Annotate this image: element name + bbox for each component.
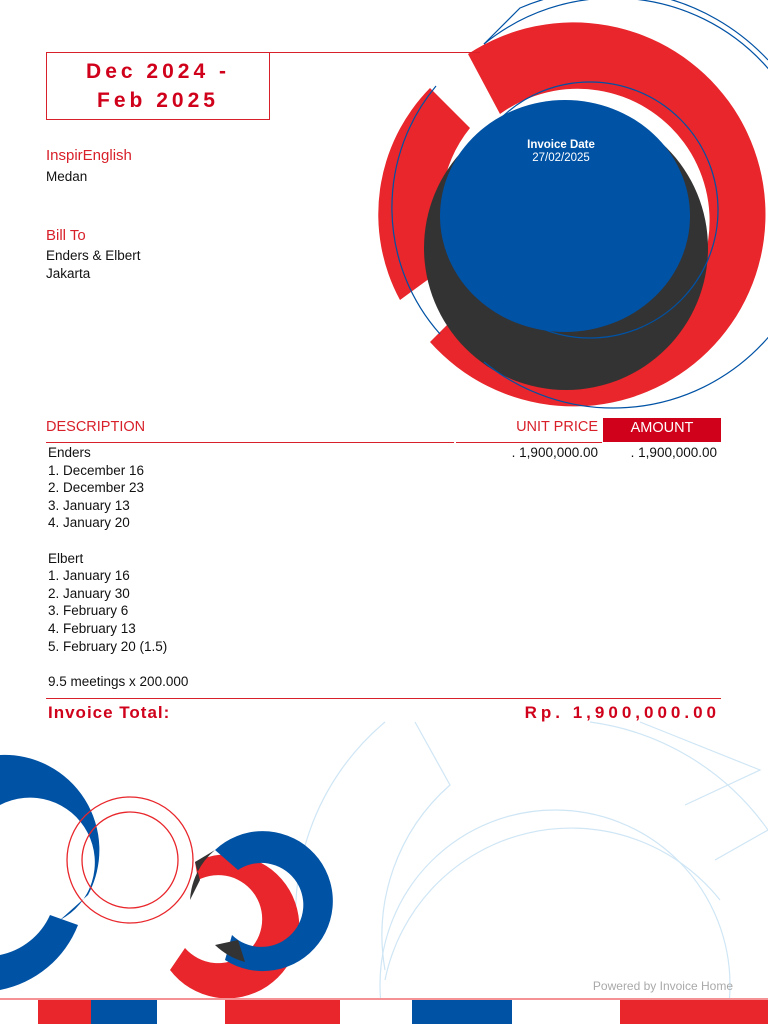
description-line: 3. February 6 [48, 603, 129, 619]
description-line: 1. December 16 [48, 462, 145, 478]
invoice-total-label: Invoice Total: [48, 703, 171, 722]
item-description [48, 444, 188, 690]
description-line: 1. January 16 [48, 568, 130, 584]
description-line: 5. February 20 (1.5) [48, 638, 168, 654]
header-rule [46, 442, 454, 443]
invoice-period-box [46, 52, 270, 120]
description-line [48, 532, 188, 550]
top-rule [270, 52, 480, 53]
bill-to-city: Jakarta [46, 266, 91, 281]
description-line: 3. January 13 [48, 497, 130, 513]
invoice-period-line2: Feb 2025 [97, 89, 219, 112]
invoice-date-label: Invoice Date [527, 139, 595, 151]
description-header: DESCRIPTION [46, 419, 146, 435]
total-rule [46, 698, 721, 699]
description-line: Enders [48, 445, 91, 460]
invoice-total-value: Rp. 1,900,000.00 [524, 703, 720, 722]
item-amount: . 1,900,000.00 [630, 445, 717, 460]
footer-decorative-graphic [0, 720, 768, 998]
invoice-period-line1: Dec 2024 - [86, 60, 230, 83]
unit-price-header: UNIT PRICE [516, 419, 598, 435]
invoice-date-value: 27/02/2025 [532, 152, 590, 164]
bill-to-label: Bill To [46, 227, 86, 244]
description-line: Elbert [48, 550, 84, 566]
company-city: Medan [46, 169, 88, 184]
description-line: 2. December 23 [48, 480, 145, 496]
bill-to-name: Enders & Elbert [46, 248, 141, 263]
description-line: 4. January 20 [48, 515, 130, 531]
header-decorative-graphic [360, 0, 768, 420]
company-name: InspirEnglish [46, 147, 132, 164]
item-unit-price: . 1,900,000.00 [511, 445, 598, 460]
header-rule [456, 442, 602, 443]
description-line: 2. January 30 [48, 585, 130, 601]
footer-color-bar [0, 998, 768, 1024]
powered-by-text: Powered by Invoice Home [592, 979, 733, 993]
description-line [48, 655, 188, 673]
description-line: 9.5 meetings x 200.000 [48, 673, 189, 689]
amount-header: AMOUNT [603, 418, 721, 442]
description-line: 4. February 13 [48, 620, 136, 636]
invoice-date [500, 139, 622, 164]
